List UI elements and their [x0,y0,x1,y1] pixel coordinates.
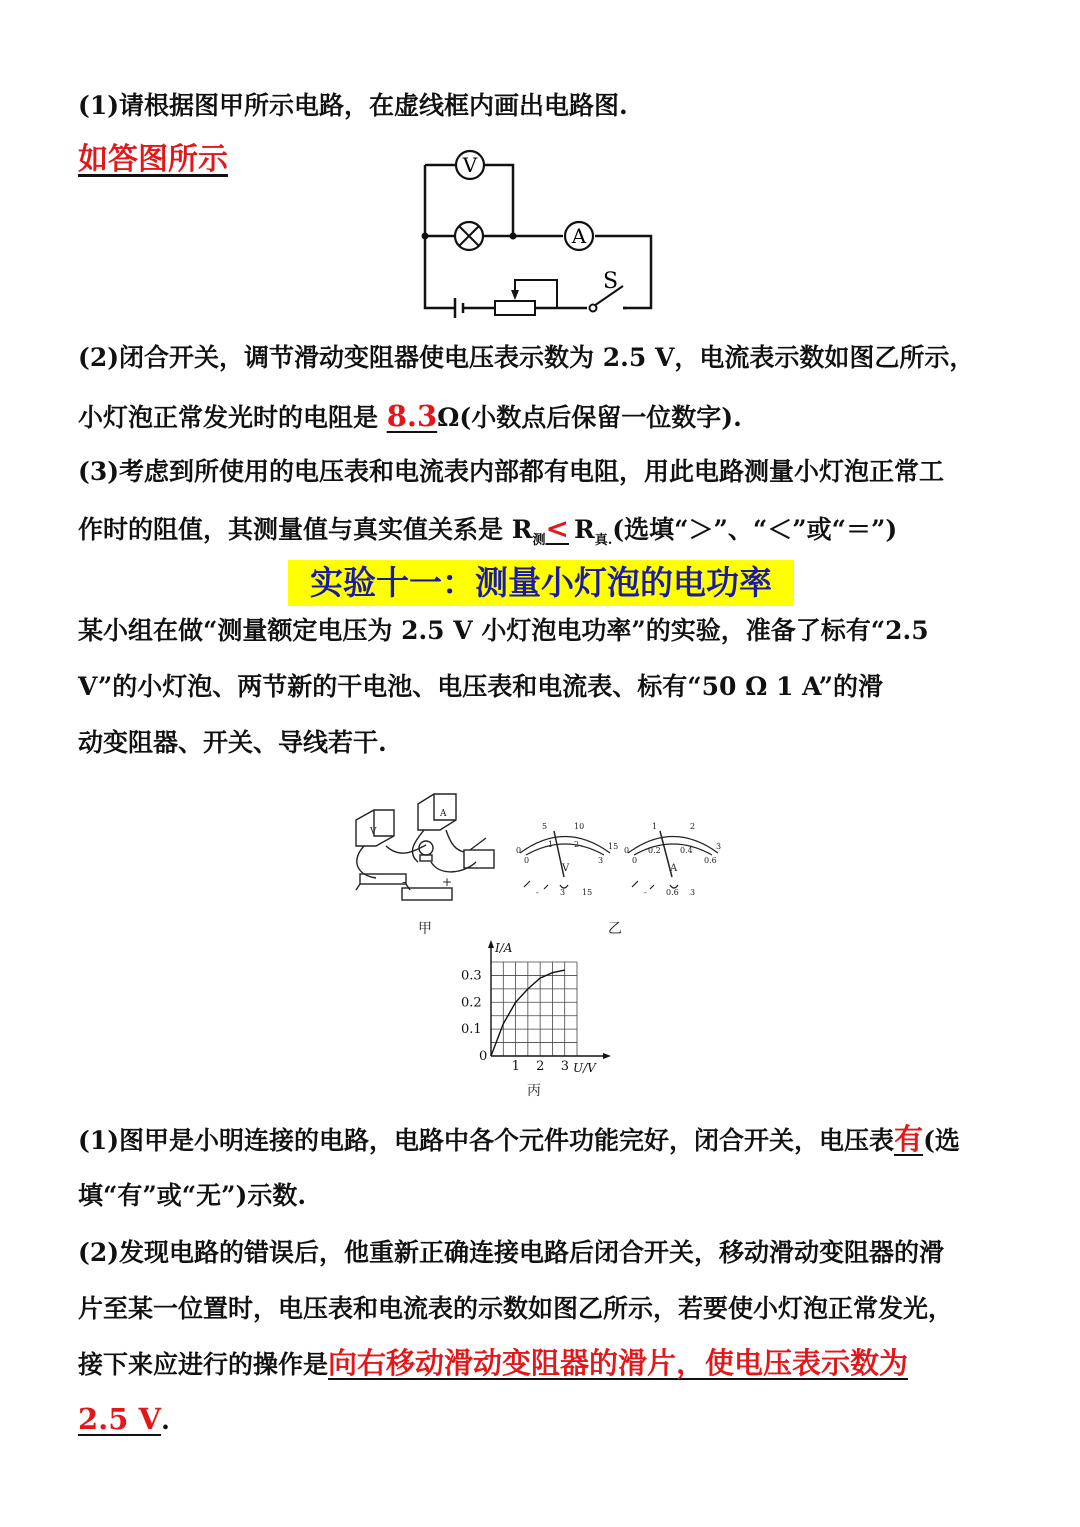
a-tick-b0: 0 [632,856,638,865]
intro-line2: V”的小灯泡、两节新的干电池、电压表和电流表、标有“50 Ω 1 A”的滑 [78,672,883,701]
q3-line2-prefix: 作时的阻值，其测量值与真实值关系是 R [78,515,533,544]
q3-sub-measured: 测 [532,533,546,548]
y-axis-arrow [488,940,494,948]
exp-q1-line2: 填“有”或“无”)示数. [78,1181,307,1210]
a-term-0: - [644,888,647,897]
a-tick-0: 0 [624,846,630,855]
x-tick-label: 2 [536,1059,545,1074]
answer-2: 8.3 [386,399,438,433]
voltmeter-label: V [462,153,478,177]
exp-q2-line3 [78,1346,1003,1382]
v-term-0: - [536,888,539,897]
q3-sub-true: 真. [594,533,613,548]
exp-answer-1: 有 [894,1122,924,1156]
v-tick-10: 10 [574,822,585,831]
q2-line1: (2)闭合开关，调节滑动变阻器使电压表示数为 2.5 V，电流表示数如图乙所示， [78,343,975,372]
exp-q1-line1 [78,1122,1003,1158]
q3-r: R [573,515,595,544]
exp-q1-suffix: (选 [923,1126,960,1155]
apparatus-figure [346,790,506,910]
exp-q2-line3-prefix: 接下来应进行的操作是 [78,1350,329,1379]
ammeter-label: A [571,224,587,248]
q3-line1: (3)考虑到所使用的电压表和电流表内部都有电阻，用此电路测量小灯泡正常工 [78,457,945,486]
figure-label-bing: 丙 [527,1083,541,1099]
q2-line2-suffix: Ω(小数点后保留一位数字). [437,403,742,432]
x-axis-arrow [603,1053,611,1059]
q3-line2-suffix: (选填“＞”、“＜”或“＝”) [612,515,898,544]
x-axis-label: U/V [573,1061,596,1075]
battery-plus: + [442,875,453,889]
origin-label: 0 [479,1049,488,1064]
exp-q1-prefix: (1)图甲是小明连接的电路，电路中各个元件功能完好，闭合开关，电压表 [78,1126,895,1155]
answer-1 [78,143,278,177]
v-tick-b2: 2 [574,840,580,849]
answer-1-text: 如答图所示 [78,142,228,177]
figure-label-yi: 乙 [608,921,622,937]
svg-text:A: A [440,809,447,819]
a-tick-3: 3 [716,842,722,851]
v-term-1: 3 [560,888,566,897]
figure-label-jia: 甲 [418,921,432,937]
exp-q2-line4 [78,1402,1003,1438]
chart-axes [488,940,611,1075]
v-tick-5: 5 [542,822,548,831]
exp-answer-2-part1: 向右移动滑动变阻器的滑片，使电压表示数为 [328,1346,909,1380]
x-tick-label: 3 [560,1059,569,1074]
a-tick-b2: 0.4 [680,846,693,855]
circuit-diagram [415,140,665,330]
a-tick-b1: 0.2 [648,846,661,855]
voltmeter-letter: V [562,863,570,874]
answer-3: < [545,512,569,545]
q3-line2 [78,512,1003,558]
a-tick-b3: 0.6 [704,856,717,865]
svg-text:V: V [370,827,377,837]
experiment-title: 实验十一：测量小灯泡的电功率 [310,563,772,602]
v-term-2: 15 [582,888,593,897]
a-tick-2: 2 [690,822,696,831]
a-term-2: 3 [690,888,696,897]
v-tick-b3: 3 [598,856,604,865]
switch-label: S [603,269,619,294]
chart-grid [491,962,577,1056]
a-tick-1: 1 [652,822,658,831]
q2-line2-prefix: 小灯泡正常发光时的电阻是 [78,403,387,432]
v-tick-b0: 0 [524,856,530,865]
iu-chart [455,938,615,1078]
exp-answer-2-part2: 2.5 V [78,1402,162,1436]
exp-answer-2-end: . [161,1406,170,1435]
intro-line1: 某小组在做“测量额定电压为 2.5 V 小灯泡电功率”的实验，准备了标有“2.5 [78,616,929,645]
q2-line2 [78,399,1003,435]
v-tick-15: 15 [608,842,619,851]
intro-line3: 动变阻器、开关、导线若干. [78,728,387,757]
ammeter-letter: A [670,863,678,874]
meters-figure [510,815,730,905]
v-tick-b1: 1 [548,840,554,849]
y-tick-label: 0.3 [461,968,482,984]
x-tick-label: 1 [511,1059,520,1074]
a-term-1: 0.6 [666,888,679,897]
q1-text: (1)请根据图甲所示电路，在虚线框内画出电路图. [78,91,628,120]
v-tick-0: 0 [516,846,522,855]
y-tick-label: 0.1 [461,1022,482,1038]
exp-q2-line1: (2)发现电路的错误后，他重新正确连接电路后闭合开关，移动滑动变阻器的滑 [78,1238,945,1267]
battery-minus: - [402,875,407,889]
y-axis-label: I/A [495,941,513,955]
exp-q2-line2: 片至某一位置时，电压表和电流表的示数如图乙所示，若要使小灯泡正常发光， [78,1294,954,1323]
y-tick-label: 0.2 [461,995,482,1011]
